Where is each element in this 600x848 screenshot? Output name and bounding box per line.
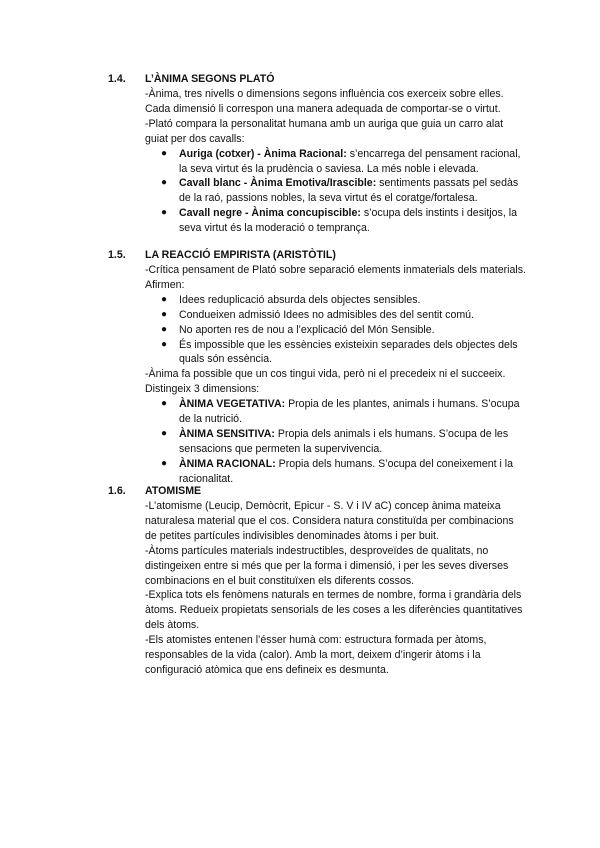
section-body	[145, 87, 528, 236]
bullet-icon: ●	[161, 457, 168, 469]
term: Cavall negre - Ànima concupiscible:	[179, 207, 361, 220]
term: ÀNIMA RACIONAL:	[179, 457, 276, 470]
bullet-icon: ●	[161, 293, 168, 305]
description: Condueixen admissió Idees no admisibles des del sentit comú.	[179, 308, 475, 321]
description: s’ocupa dels instints i desitjos, la seva virtut és la moderació o temprança.	[179, 207, 517, 235]
description: Propia de les plantes, animals i humans. S’ocupa de la nutrició.	[179, 398, 520, 426]
bullet-icon: ●	[161, 427, 168, 439]
paragraph: -L’atomisme (Leucip, Demòcrit, Epicur - S. V i IV aC) concep ànima mateixa naturalesa material que el cos. Considera natura constituïda per combinacions de petites partícules indivisibles denominades àtoms i per buit.	[145, 500, 514, 542]
paragraph: -Explica tots els fenòmens naturals en termes de nombre, forma i grandària dels àtoms. Redueix propietats sensorials de les coses a les diferències quantitatives dels àtoms.	[145, 589, 523, 632]
description: És impossible que les essències existeixin separades dels objectes dels quals són essència.	[179, 338, 518, 366]
list-item	[161, 323, 528, 338]
term: Cavall blanc - Ànima Emotiva/Irascible:	[179, 177, 377, 190]
bullet-icon: ●	[161, 323, 168, 335]
paragraph: -Ànima, tres nivells o dimensions segons influència cos exerceix sobre elles. Cada dimensió li correspon una manera adequada de comportar-se o virtut.	[145, 88, 504, 115]
section-title: L’ÀNIMA SEGONS PLATÓ	[145, 73, 275, 85]
paragraph: -Ànima fa possible que un cos tingui vida, però ni el precedeix ni el succeeix. Distingeix 3 dimensions:	[145, 368, 506, 396]
term: ÀNIMA VEGETATIVA:	[179, 398, 286, 411]
section-number: 1.4.	[108, 73, 126, 85]
term: Auriga (cotxer) - Ànima Racional:	[179, 147, 347, 160]
description: s’encarrega del pensament racional, la seva virtut és la prudència o saviesa. La més noble i elevada.	[179, 147, 521, 175]
section-heading	[108, 484, 528, 499]
bullet-icon: ●	[161, 177, 168, 189]
paragraph: -Els atomistes entenen l’ésser humà com: estructura formada per àtoms, responsables de la vida (calor). Amb la mort, deixem d’ingerir àtoms i la configuració atòmica que ens defineix es desmunta.	[145, 634, 487, 676]
description: Idees reduplicació absurda dels objectes sensibles.	[179, 293, 421, 306]
section-body	[145, 263, 528, 487]
section-number: 1.5.	[108, 249, 126, 261]
list-item	[161, 147, 528, 177]
list-item	[161, 427, 528, 457]
bullet-icon: ●	[161, 398, 168, 410]
description: No aporten res de nou a l’explicació del Món Sensible.	[179, 323, 435, 336]
section-1-5	[108, 248, 528, 487]
section-1-6	[108, 484, 528, 678]
section-body	[145, 499, 528, 678]
list-item	[161, 176, 528, 206]
term: ÀNIMA SENSITIVA:	[179, 427, 275, 440]
section-heading	[108, 72, 528, 87]
paragraph: -Plató compara la personalitat humana amb un auriga que guia un carro alat guiat per dos cavalls:	[145, 117, 504, 145]
section-1-4	[108, 72, 528, 236]
description: Propia dels animals i els humans. S’ocupa de les sensacions que permeten la supervivencia.	[179, 427, 509, 455]
paragraph: -Àtoms partícules materials indestructibles, desproveïdes de qualitats, no distingeixen entre si més que per la forma i dimensió, i per les seves diverses combinacions en el buit constituïxen els diferents cossos.	[145, 544, 509, 587]
list-item	[161, 308, 528, 323]
section-heading	[108, 248, 528, 263]
bullet-list	[145, 293, 528, 368]
description: sentiments passats pel sedàs de la raó, passions nobles, la seva virtut és el coratge/fortalesa.	[179, 177, 519, 205]
paragraph: -Crítica pensament de Plató sobre separació elements inmaterials dels materials. Afirmen:	[145, 264, 526, 291]
bullet-icon: ●	[161, 308, 168, 320]
bullet-icon: ●	[161, 147, 168, 159]
list-item	[161, 457, 528, 487]
section-number: 1.6.	[108, 485, 126, 497]
list-item	[161, 397, 528, 427]
bullet-icon: ●	[161, 338, 168, 350]
section-title: LA REACCIÓ EMPIRISTA (ARISTÒTIL)	[145, 249, 336, 261]
bullet-list	[145, 397, 528, 486]
description: Propia dels humans. S’ocupa del coneixement i la racionalitat.	[179, 457, 514, 485]
list-item	[161, 206, 528, 236]
list-item	[161, 338, 528, 368]
list-item	[161, 293, 528, 308]
bullet-list	[145, 147, 528, 236]
section-title: ATOMISME	[145, 485, 202, 497]
bullet-icon: ●	[161, 207, 168, 219]
